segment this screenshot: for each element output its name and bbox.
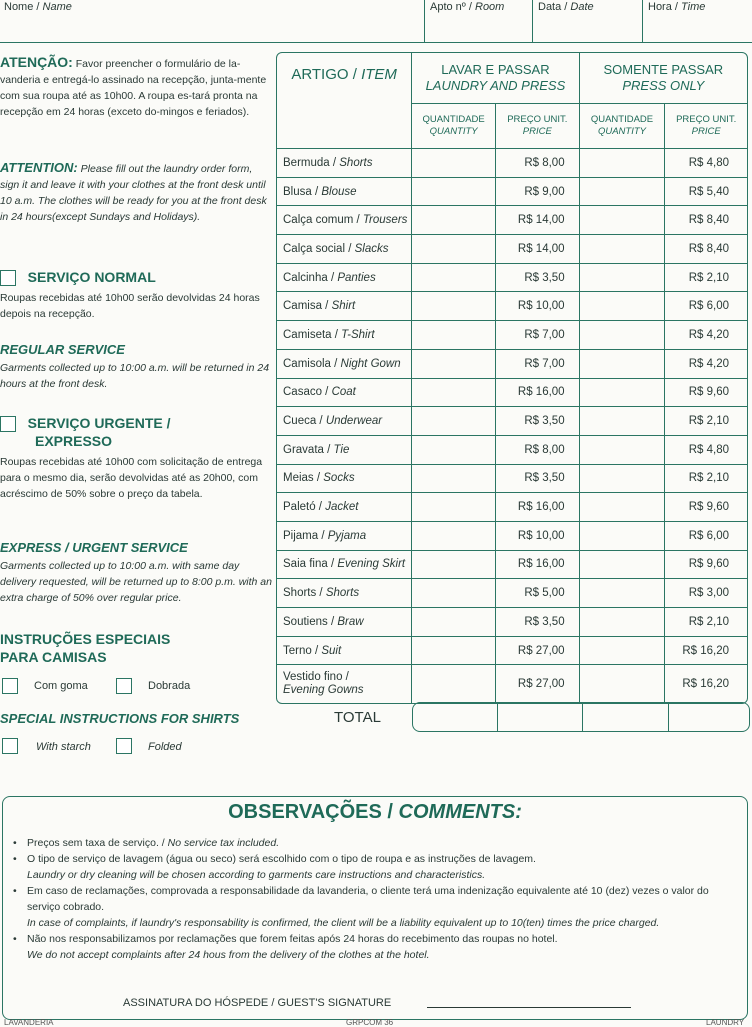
table-row [277,551,747,580]
price-wash-cell: R$ 16,00 [496,551,580,580]
price-press-cell: R$ 16,20 [682,678,729,691]
price-press-cell: R$ 2,10 [665,608,747,637]
price-press-cell: R$ 4,80 [665,436,747,465]
price-press-cell: R$ 2,10 [665,407,747,436]
opt-dobrada: Dobrada [148,680,191,692]
qty-press-cell[interactable] [580,149,666,178]
room-label-en: Room [475,1,505,13]
col-wash-pt: LAVAR E PASSAR [441,62,550,77]
qty-press-cell[interactable] [580,522,666,551]
urgent-service-block [0,414,272,502]
urgent-service-checkbox[interactable] [0,416,16,432]
time-field[interactable] [644,0,750,42]
item-cell [277,292,412,321]
bullet-icon: • [13,853,17,865]
item-en: Blouse [321,185,357,198]
qty-wash-cell[interactable] [412,321,496,350]
item-pt: Bermuda / [283,156,340,169]
qty-wash-cell[interactable] [412,436,496,465]
col-item-en: ITEM [361,66,397,83]
total-price-press[interactable] [669,703,749,731]
qty-press-cell[interactable] [580,350,666,379]
price-wash-cell: R$ 16,00 [496,379,580,408]
table-row [277,407,747,436]
with-starch-pt-checkbox[interactable] [2,678,18,694]
table-row [277,206,747,235]
comments-box [2,796,748,1020]
total-qty-wash[interactable] [413,703,498,731]
comment-pt: Preços sem taxa de serviço. / [27,837,168,849]
qty-press-cell[interactable] [580,665,666,703]
comment-item [13,931,743,963]
qty-press-cell[interactable] [580,465,666,494]
price-wash-cell: R$ 27,00 [496,637,580,666]
price-wash-cell: R$ 3,50 [496,407,580,436]
shirts-en-title: SPECIAL INSTRUCTIONS FOR SHIRTS [0,711,240,726]
sub-qty-pt: QUANTIDADE [422,114,485,125]
price-press-cell: R$ 6,00 [665,522,747,551]
price-wash-cell: R$ 3,50 [496,465,580,494]
name-label: Nome / [4,1,43,13]
table-row [277,292,747,321]
item-cell [277,178,412,207]
urgent-service-title-1: SERVIÇO URGENTE / [27,415,171,431]
total-box [412,702,750,732]
comment-item [13,835,743,851]
item-cell [277,579,412,608]
price-wash-cell: R$ 9,00 [496,178,580,207]
item-cell [277,608,412,637]
item-pt: Calça social / [283,242,355,255]
col-item-pt: ARTIGO / [291,66,362,83]
date-label-en: Date [570,1,594,13]
footer-center: GRPCOM 36 [346,1018,394,1027]
urgent-service-title-2: EXPRESSO [35,433,113,450]
item-en: Tie [333,443,350,456]
item-pt: Meias / [283,472,324,485]
express-service-title: EXPRESS / URGENT SERVICE [0,540,188,555]
comment-item [13,883,743,931]
total-qty-press[interactable] [583,703,670,731]
col-press-pt: SOMENTE PASSAR [603,62,724,77]
item-en: Pyjama [327,529,367,542]
name-field[interactable] [0,0,424,42]
price-wash-cell: R$ 14,00 [496,206,580,235]
price-wash-cell: R$ 8,00 [496,436,580,465]
opt-folded: Folded [148,741,182,753]
sub-qty-wash [412,104,496,149]
sub-price-pt: PREÇO UNIT. [507,114,568,125]
qty-wash-cell[interactable] [412,493,496,522]
price-press-cell: R$ 4,20 [665,350,747,379]
qty-wash-cell[interactable] [412,407,496,436]
item-cell [277,321,412,350]
table-row [277,264,747,293]
atencao-block [0,54,272,120]
item-cell [277,379,412,408]
price-wash-cell: R$ 14,00 [496,235,580,264]
item-pt: Cueca / [283,415,326,428]
table-row [277,522,747,551]
bullet-icon: • [13,885,17,897]
time-label: Hora / [648,1,682,13]
regular-service-title: REGULAR SERVICE [0,342,125,357]
table-row [277,637,747,666]
item-cell [277,149,412,178]
item-pt: Shorts / [283,587,326,600]
item-pt: Pijama / [283,529,328,542]
opt-starch: With starch [36,741,91,753]
regular-service-text: Garments collected up to 10:00 a.m. will be returned in 24 hours at the front desk. [0,362,270,390]
comment-en: We do not accept complaints after 24 hous from the delivery of the clothes at the hotel. [27,949,430,961]
item-pt: Camiseta / [283,328,342,341]
qty-press-cell[interactable] [580,407,666,436]
sub-qty-en: QUANTITY [429,126,478,137]
item-cell [277,235,412,264]
price-press-cell: R$ 4,80 [665,149,747,178]
attention-block [0,160,272,225]
price-wash-cell: R$ 10,00 [496,292,580,321]
shirts-title-2: PARA CAMISAS [0,649,107,665]
price-wash-cell: R$ 8,00 [496,149,580,178]
with-starch-checkbox[interactable] [2,738,18,754]
price-wash-cell: R$ 7,00 [496,321,580,350]
item-cell [277,465,412,494]
item-en: Braw [337,615,364,628]
item-en: Shorts [325,587,360,600]
col-press-en: PRESS ONLY [622,78,705,93]
table-row [277,493,747,522]
footer-right: LAUNDRY [706,1018,745,1027]
bullet-icon: • [13,933,17,945]
price-press-cell: R$ 9,60 [665,493,747,522]
price-wash-cell: R$ 10,00 [496,522,580,551]
item-en: Socks [323,472,355,485]
attention-text: Please fill out the laundry order form, sign it and leave it with your clothes at the front desk until 10 a.m. The clothes will be ready for you at the front desk in 24 hours(except Sundays and Holidays). [0,163,267,223]
price-wash-cell: R$ 3,50 [496,608,580,637]
folded-pt-checkbox[interactable] [116,678,132,694]
qty-press-cell[interactable] [580,493,666,522]
folded-checkbox[interactable] [116,738,132,754]
qty-wash-cell[interactable] [412,264,496,293]
item-pt: Camisola / [283,357,341,370]
sub-price-en: PRICE [522,126,552,137]
urgent-service-text: Roupas recebidas até 10h00 com solicitação de entrega para o mesmo dia, serão devolvidas até as 20h00, com acréscimo de 50% sobre o preço da tabela. [0,456,263,501]
normal-service-block [0,268,272,322]
comments-title-en: COMMENTS: [398,801,522,823]
sub-price-press [665,104,747,149]
table-row [277,350,747,379]
col-item-header [277,53,412,149]
sub-price-wash [496,104,580,149]
atencao-title: ATENÇÃO: [0,54,73,70]
comment-pt: Não nos responsabilizamos por reclamações que forem feitas após 24 horas do recebimento das roupas no hotel. [27,933,558,945]
item-cell [277,436,412,465]
date-field[interactable] [534,0,640,42]
table-row [277,321,747,350]
item-en: Trousers [362,214,408,227]
item-pt: Blusa / [283,185,322,198]
item-en: Panties [337,271,376,284]
item-en: Evening Skirt [337,558,406,571]
footer-left: LAVANDERIA [4,1018,54,1027]
qty-wash-cell[interactable] [412,235,496,264]
item-pt: Casaco / [283,386,332,399]
qty-press-cell[interactable] [580,608,666,637]
item-pt: Saia fina / [283,558,338,571]
qty-press-cell[interactable] [580,292,666,321]
price-press-cell: R$ 4,20 [665,321,747,350]
qty-wash-cell[interactable] [412,637,496,666]
price-wash-cell: R$ 7,00 [496,350,580,379]
comment-item [13,851,743,883]
item-cell [277,637,412,666]
qty-wash-cell[interactable] [412,350,496,379]
sub-qty-press [580,104,666,149]
price-press-cell: R$ 5,40 [665,178,747,207]
qty-press-cell[interactable] [580,436,666,465]
date-label: Data / [538,1,571,13]
price-press-cell: R$ 8,40 [665,235,747,264]
item-pt: Paletó / [283,501,326,514]
price-press-cell: R$ 3,00 [665,579,747,608]
comment-en: Laundry or dry cleaning will be chosen according to garments care instructions and characteristics. [27,869,486,881]
signature-label: ASSINATURA DO HÓSPEDE / GUEST'S SIGNATURE [123,997,392,1009]
qty-press-cell[interactable] [580,178,666,207]
normal-service-title: SERVIÇO NORMAL [27,269,156,285]
qty-wash-cell[interactable] [412,522,496,551]
item-en: Shirt [331,300,356,313]
total-label: TOTAL [334,709,381,726]
table-row [277,149,747,178]
item-en: Suit [321,644,342,657]
item-en: Night Gown [340,357,401,370]
attention-title: ATTENTION: [0,160,78,175]
item-en: T-Shirt [341,328,375,341]
item-pt: Gravata / [283,443,334,456]
price-wash-cell: R$ 5,00 [496,579,580,608]
table-row [277,235,747,264]
comment-pt: O tipo de serviço de lavagem (água ou seco) será escolhido com o tipo de roupa e as instruções de lavagem. [27,853,536,865]
item-pt: Terno / [283,644,322,657]
item-cell [277,407,412,436]
qty-wash-cell[interactable] [412,551,496,580]
qty-wash-cell[interactable] [412,379,496,408]
sub-price-pt: PREÇO UNIT. [676,114,737,125]
price-press-cell: R$ 2,10 [665,465,747,494]
price-table [276,52,748,704]
sub-price-en: PRICE [691,126,721,137]
qty-press-cell[interactable] [580,637,666,666]
table-row [277,379,747,408]
item-en: Jacket [325,501,359,514]
item-cell [277,522,412,551]
item-en: Underwear [325,415,383,428]
table-row [277,665,747,703]
qty-press-cell[interactable] [580,321,666,350]
item-pt: Soutiens / [283,615,338,628]
qty-wash-cell[interactable] [412,465,496,494]
price-press-cell: R$ 8,40 [665,206,747,235]
item-pt: Vestido fino / [283,671,349,684]
qty-press-cell[interactable] [580,551,666,580]
room-field[interactable] [426,0,532,42]
table-row [277,178,747,207]
item-cell [277,206,412,235]
comment-en: In case of complaints, if laundry's responsability is confirmed, the client will be a liability equivalent up to 10(ten) times the price charged. [27,917,660,929]
comments-list [13,835,743,963]
sub-qty-en: QUANTITY [597,126,646,137]
qty-wash-cell[interactable] [412,149,496,178]
shirts-block [0,630,272,666]
item-en: Evening Gowns [283,684,364,697]
qty-wash-cell[interactable] [412,206,496,235]
qty-wash-cell[interactable] [412,608,496,637]
qty-press-cell[interactable] [580,235,666,264]
item-cell [277,551,412,580]
opt-goma: Com goma [34,680,88,692]
comment-en: No service tax included. [167,837,280,849]
bullet-icon: • [13,837,17,849]
comment-pt: Em caso de reclamações, comprovada a responsabilidade da lavanderia, o cliente terá uma indenização equivalente até 10 (dez) vezes o valor do serviço cobrado. [27,885,709,913]
col-wash-header [412,53,579,104]
item-cell [277,350,412,379]
regular-service-block [0,342,272,392]
qty-wash-cell[interactable] [412,292,496,321]
item-cell [277,264,412,293]
price-wash-cell: R$ 27,00 [496,665,580,703]
qty-press-cell[interactable] [580,206,666,235]
table-row [277,608,747,637]
price-wash-cell: R$ 16,00 [496,493,580,522]
price-wash-cell: R$ 3,50 [496,264,580,293]
sub-qty-pt: QUANTIDADE [590,114,654,125]
price-press-cell: R$ 2,10 [665,264,747,293]
normal-service-text: Roupas recebidas até 10h00 serão devolvidas 24 horas depois na recepção. [0,292,260,321]
qty-press-cell[interactable] [580,579,666,608]
qty-wash-cell[interactable] [412,665,496,703]
item-en: Coat [331,386,356,399]
item-pt: Calça comum / [283,214,363,227]
qty-press-cell[interactable] [580,379,666,408]
qty-wash-cell[interactable] [412,579,496,608]
total-price-wash[interactable] [498,703,583,731]
item-pt: Camisa / [283,300,332,313]
item-en: Slacks [354,242,389,255]
comments-title-pt: OBSERVAÇÕES / [228,801,399,823]
name-label-en: Name [42,1,72,13]
price-press-cell: R$ 9,60 [665,379,747,408]
price-press-cell: R$ 6,00 [665,292,747,321]
price-table-wrap [276,52,748,704]
header-strip [0,0,752,43]
signature-line[interactable] [427,1007,631,1008]
qty-wash-cell[interactable] [412,178,496,207]
item-en: Shorts [339,156,373,169]
col-wash-en: LAUNDRY AND PRESS [425,78,566,93]
table-row [277,579,747,608]
item-cell [277,665,412,703]
price-press-cell: R$ 16,20 [665,637,747,666]
col-press-header [580,53,747,104]
normal-service-checkbox[interactable] [0,270,16,286]
qty-press-cell[interactable] [580,264,666,293]
express-service-text: Garments collected up to 10:00 a.m. with same day delivery requested, will be returned up to 8:00 p.m. with an extra charge of 50% over regular price. [0,560,272,604]
room-label: Apto nº / [430,1,475,13]
item-pt: Calcinha / [283,271,338,284]
express-service-block [0,540,272,606]
table-row [277,436,747,465]
price-press-cell: R$ 9,60 [665,551,747,580]
table-row [277,465,747,494]
shirts-title-1: INSTRUÇÕES ESPECIAIS [0,631,171,647]
item-cell [277,493,412,522]
time-label-en: Time [681,1,706,13]
atencao-text: Favor preencher o formulário de la-vanderia e entregá-lo assinado na recepção, junta-mente com sua roupa até as 10h00. A roupa es-tará pronta na recepção em 24 horas (exceto do-mingos e feriados). [0,58,267,118]
